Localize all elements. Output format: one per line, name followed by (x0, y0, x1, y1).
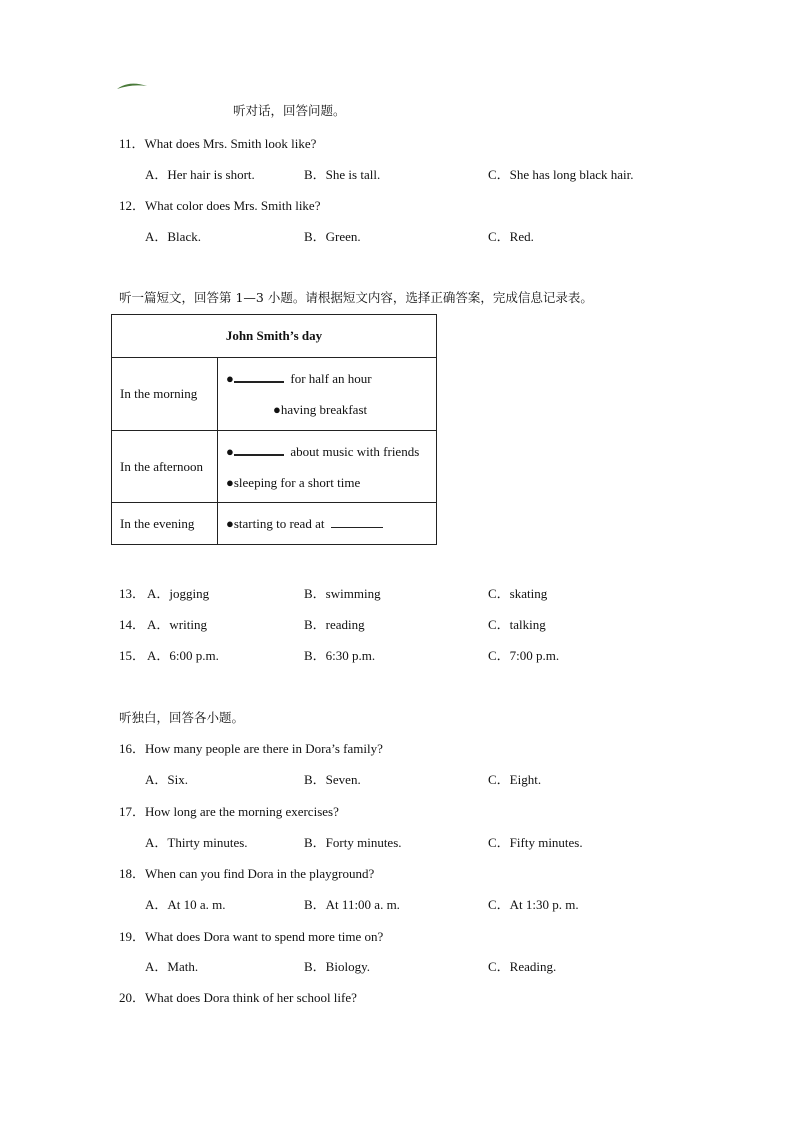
q16-option-a[interactable]: A．Six. (145, 772, 188, 787)
question-12: 12．What color does Mrs. Smith like? (119, 198, 321, 213)
q14-option-a[interactable]: A．writing (147, 617, 207, 632)
answer-blank[interactable] (234, 443, 284, 456)
q12-option-a[interactable]: A．Black. (145, 229, 201, 244)
q15-option-a[interactable]: A．6:00 p.m. (147, 648, 219, 663)
row-label-morning: In the morning (112, 358, 218, 431)
row-label-evening: In the evening (112, 503, 218, 545)
section2-instruction: 听一篇短文，回答第 1—3 小题。请根据短文内容，选择正确答案，完成信息记录表。 (119, 290, 593, 305)
q14-number: 14． (119, 617, 146, 632)
q11-option-a[interactable]: A．Her hair is short. (145, 167, 255, 182)
q16-option-c[interactable]: C．Eight. (488, 772, 542, 787)
bullet: ● (226, 371, 234, 386)
q13-option-b[interactable]: B．swimming (304, 586, 381, 601)
bullet: ● (226, 443, 234, 459)
question-16: 16．How many people are there in Dora’s family? (119, 741, 383, 756)
answer-blank[interactable] (331, 516, 383, 528)
q11-option-b[interactable]: B．She is tall. (304, 167, 381, 182)
q15-option-b[interactable]: B．6:30 p.m. (304, 648, 376, 663)
section3-instruction: 听独白，回答各小题。 (119, 710, 245, 725)
table-row (112, 431, 437, 503)
q13-number: 13． (119, 586, 146, 601)
morning-activity-text: for half an hour (290, 371, 372, 386)
q18-option-a[interactable]: A．At 10 a. m. (145, 897, 226, 912)
row-content-morning (218, 358, 437, 431)
table-title: John Smith’s day (112, 315, 437, 358)
afternoon-line-2: ●sleeping for a short time (226, 474, 361, 490)
q12-option-c[interactable]: C．Red. (488, 229, 534, 244)
question-19: 19．What does Dora want to spend more time on? (119, 929, 384, 944)
table-row (112, 358, 437, 431)
q19-option-a[interactable]: A．Math. (145, 959, 199, 974)
row-content-evening (218, 503, 437, 545)
row-label-afternoon: In the afternoon (112, 431, 218, 503)
q11-option-c[interactable]: C．She has long black hair. (488, 167, 634, 182)
morning-line-2: ●having breakfast (273, 402, 368, 417)
q15-option-c[interactable]: C．7:00 p.m. (488, 648, 560, 663)
q14-option-b[interactable]: B．reading (304, 617, 365, 632)
section1-instruction: 听对话，回答问题。 (233, 103, 346, 118)
question-20: 20．What does Dora think of her school life? (119, 990, 357, 1005)
info-record-table (111, 314, 437, 545)
answer-blank[interactable] (234, 370, 284, 383)
question-18: 18．When can you find Dora in the playground? (119, 866, 375, 881)
q17-option-a[interactable]: A．Thirty minutes. (145, 835, 248, 850)
logo-leaf-icon (117, 82, 147, 90)
q16-option-b[interactable]: B．Seven. (304, 772, 361, 787)
row-content-afternoon (218, 431, 437, 503)
q17-option-b[interactable]: B．Forty minutes. (304, 835, 402, 850)
question-11: 11．What does Mrs. Smith look like? (119, 136, 317, 151)
q12-option-b[interactable]: B．Green. (304, 229, 361, 244)
table-row (112, 503, 437, 545)
evening-text: ●starting to read at (226, 515, 325, 531)
afternoon-activity-text: about music with friends (290, 443, 420, 459)
q13-option-a[interactable]: A．jogging (147, 586, 210, 601)
question-17: 17．How long are the morning exercises? (119, 804, 339, 819)
q13-option-c[interactable]: C．skating (488, 586, 548, 601)
q18-option-c[interactable]: C．At 1:30 p. m. (488, 897, 579, 912)
q15-number: 15． (119, 648, 146, 663)
q17-option-c[interactable]: C．Fifty minutes. (488, 835, 583, 850)
q18-option-b[interactable]: B．At 11:00 a. m. (304, 897, 400, 912)
q19-option-b[interactable]: B．Biology. (304, 959, 370, 974)
q14-option-c[interactable]: C．talking (488, 617, 546, 632)
q19-option-c[interactable]: C．Reading. (488, 959, 557, 974)
